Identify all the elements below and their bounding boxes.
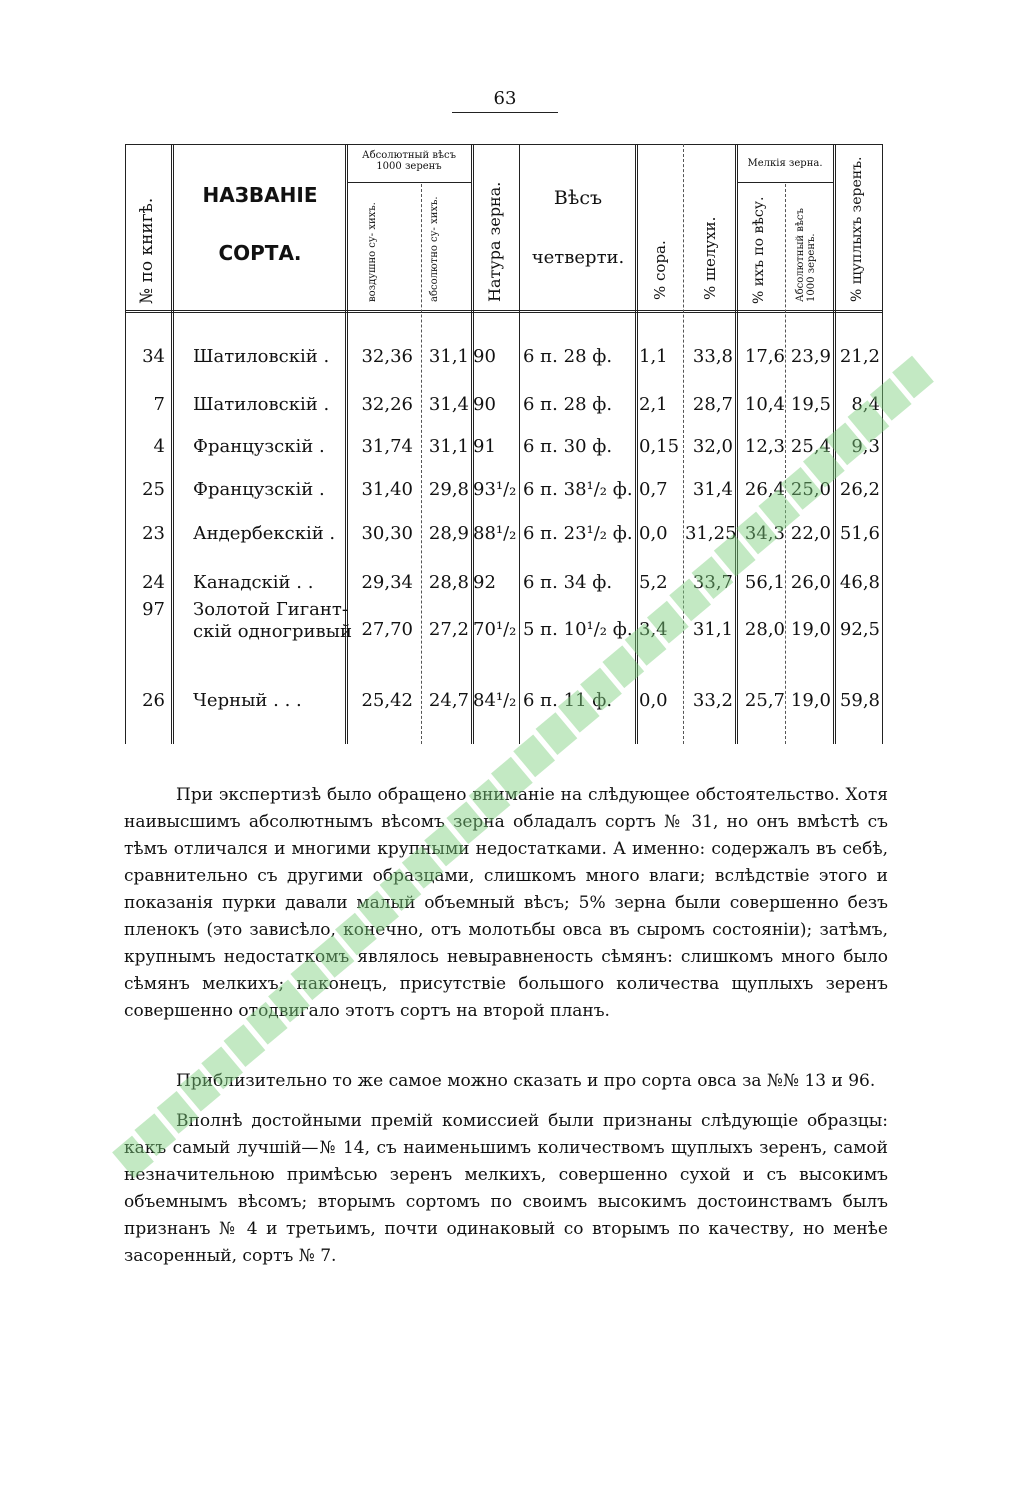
col-line-7 (683, 144, 684, 744)
header-num: № по книгѣ. (137, 197, 157, 304)
cell-abs: 31,1 (428, 436, 469, 457)
cell-small-abs: 26,0 (790, 572, 831, 593)
cell-natura: 91 (473, 436, 496, 457)
cell-small-abs: 25,0 (790, 479, 831, 500)
cell-name: Шатиловскій . (193, 394, 330, 415)
cell-trash: 3,4 (639, 619, 668, 640)
cell-natura: 90 (473, 346, 496, 367)
cell-husk: 31,4 (692, 479, 733, 500)
cell-name: Черный . . . (193, 690, 302, 711)
header-natura: Натура зерна. (485, 181, 504, 302)
cell-weight: 6 п. 30 ф. (523, 436, 613, 457)
col-line-8 (735, 144, 738, 744)
cell-num: 25 (142, 479, 165, 500)
header-abs-weight: Абсолютный вѣсъ 1000 зеренъ (362, 150, 456, 172)
cell-name-line2: скій одногривый (193, 621, 352, 642)
cell-abs: 31,1 (428, 346, 469, 367)
cell-name: Золотой Гигант- (193, 599, 348, 620)
cell-weight: 6 п. 38¹/₂ ф. (523, 479, 633, 500)
cell-num: 97 (142, 599, 165, 620)
cell-air: 25,42 (361, 690, 413, 711)
cell-shrunken: 26,2 (839, 479, 880, 500)
watermark-block (892, 356, 934, 399)
cell-weight: 6 п. 28 ф. (523, 394, 613, 415)
header-name-line2: СОРТА. (218, 241, 302, 265)
cell-natura: 90 (473, 394, 496, 415)
col-line-11 (882, 144, 883, 744)
col-line-9 (785, 184, 786, 744)
cell-shrunken: 9,3 (851, 436, 880, 457)
cell-trash: 5,2 (639, 572, 668, 593)
cell-weight: 6 п. 28 ф. (523, 346, 613, 367)
cell-natura: 70¹/₂ (473, 619, 517, 640)
page-number-rule (452, 112, 558, 113)
cell-small-pct: 12,3 (744, 436, 785, 457)
header-pct-trash: % сора. (651, 240, 669, 300)
cell-shrunken: 8,4 (851, 394, 880, 415)
watermark-block (224, 1024, 266, 1067)
cell-abs: 28,8 (428, 572, 469, 593)
cell-small-abs: 19,5 (790, 394, 831, 415)
header-small-grain: Мелкія зерна. (747, 158, 823, 169)
cell-trash: 0,0 (639, 523, 668, 544)
cell-trash: 0,0 (639, 690, 668, 711)
cell-husk: 31,1 (692, 619, 733, 640)
col-line-2 (345, 144, 348, 744)
cell-air: 32,26 (361, 394, 413, 415)
header-air-dry: воздушно су- хихъ. (367, 202, 378, 302)
data-table (125, 144, 883, 744)
cell-small-abs: 19,0 (790, 690, 831, 711)
cell-air: 27,70 (361, 619, 413, 640)
cell-trash: 0,7 (639, 479, 668, 500)
header-pct-by-weight: % ихъ по вѣсу. (751, 196, 767, 304)
header-abs-dry: абсолютно су- хихъ. (429, 196, 440, 302)
header-pct-husk: % шелухи. (701, 216, 719, 300)
cell-shrunken: 51,6 (839, 523, 880, 544)
cell-natura: 88¹/₂ (473, 523, 517, 544)
header-weight-line2: четверти. (531, 247, 625, 268)
table-header-divider (125, 310, 883, 313)
cell-num: 34 (142, 346, 165, 367)
cell-num: 24 (142, 572, 165, 593)
cell-air: 30,30 (361, 523, 413, 544)
table-top-border (125, 144, 883, 145)
cell-weight: 6 п. 34 ф. (523, 572, 613, 593)
col-line-0 (125, 144, 126, 744)
cell-weight: 6 п. 23¹/₂ ф. (523, 523, 633, 544)
paragraph-3-text: Вполнѣ достойными премій комиссией были признаны слѣдующіе образцы: какъ самый лучшій—№ 14, съ наименьшимъ количествомъ щуплыхъ зеренъ, самой незначительною примѣсью зеренъ мелкихъ, совершенно сухой и съ высокимъ объемнымъ вѣсомъ; вторымъ сортомъ по своимъ высокимъ достоинствамъ былъ признанъ № 4 и третьимъ, почти одинаковый со вторымъ по качеству, но менѣе засоренный, сортъ № 7. (124, 1111, 888, 1266)
cell-air: 32,36 (361, 346, 413, 367)
cell-num: 26 (142, 690, 165, 711)
cell-small-pct: 34,3 (744, 523, 785, 544)
cell-weight: 6 п. 11 ф. (523, 690, 613, 711)
cell-air: 31,40 (361, 479, 413, 500)
abs-weight-header-rule (347, 182, 471, 183)
cell-shrunken: 21,2 (839, 346, 880, 367)
cell-husk: 28,7 (692, 394, 733, 415)
cell-air: 29,34 (361, 572, 413, 593)
cell-small-pct: 10,4 (744, 394, 785, 415)
cell-natura: 84¹/₂ (473, 690, 517, 711)
cell-husk: 31,25 (685, 523, 737, 544)
col-line-5 (519, 144, 520, 744)
cell-husk: 33,7 (692, 572, 733, 593)
cell-trash: 2,1 (639, 394, 668, 415)
cell-trash: 0,15 (639, 436, 680, 457)
cell-husk: 33,8 (692, 346, 733, 367)
cell-small-pct: 56,1 (744, 572, 785, 593)
cell-name: Шатиловскій . (193, 346, 330, 367)
paragraph-1 (124, 782, 888, 1025)
cell-name: Андербекскій . (193, 523, 336, 544)
header-name-line1: НАЗВАНІЕ (202, 183, 318, 207)
cell-name: Французскій . (193, 436, 325, 457)
col-line-6 (635, 144, 638, 744)
cell-abs: 29,8 (428, 479, 469, 500)
cell-name: Французскій . (193, 479, 325, 500)
cell-husk: 32,0 (692, 436, 733, 457)
col-line-3 (421, 184, 422, 744)
cell-name: Канадскій . . (193, 572, 314, 593)
cell-natura: 93¹/₂ (473, 479, 517, 500)
header-weight-line1: Вѣсъ (553, 187, 603, 209)
page-number: 63 (493, 88, 517, 109)
paragraph-1-text: При экспертизѣ было обращено вниманіе на слѣдующее обстоятельство. Хотя наивысшимъ абсолютнымъ вѣсомъ зерна обладалъ сортъ № 31, но онъ вмѣстѣ съ тѣмъ отличался и многими крупными недостатками. А именно: содержалъ въ себѣ, сравнительно съ другими образцами, слишкомъ много влаги; вслѣдствіе этого и показанія пурки давали малый объемный вѣсъ; 5% зерна были совершенно безъ пленокъ (это зависѣло, конечно, отъ молотьбы овса въ сыромъ состояніи); затѣмъ, крупнымъ недостаткомъ являлось невыравненость сѣмянъ: слишкомъ много было сѣмянъ мелкихъ; наконецъ, присутствіе большого количества щуплыхъ зеренъ совершенно отодвигало этотъ сортъ на второй планъ. (124, 785, 888, 1021)
cell-num: 23 (142, 523, 165, 544)
cell-shrunken: 46,8 (839, 572, 880, 593)
cell-small-abs: 23,9 (790, 346, 831, 367)
cell-small-pct: 17,6 (744, 346, 785, 367)
cell-abs: 24,7 (428, 690, 469, 711)
cell-small-abs: 25,4 (790, 436, 831, 457)
cell-small-pct: 28,0 (744, 619, 785, 640)
small-grain-header-rule (737, 182, 833, 183)
paragraph-2-text: Приблизительно то же самое можно сказать и про сорта овса за №№ 13 и 96. (176, 1071, 876, 1091)
cell-small-abs: 19,0 (790, 619, 831, 640)
paragraph-2 (124, 1068, 888, 1095)
cell-abs: 27,2 (428, 619, 469, 640)
cell-shrunken: 92,5 (839, 619, 880, 640)
cell-weight: 5 п. 10¹/₂ ф. (523, 619, 633, 640)
cell-abs: 31,4 (428, 394, 469, 415)
cell-abs: 28,9 (428, 523, 469, 544)
cell-small-pct: 25,7 (744, 690, 785, 711)
cell-num: 7 (153, 394, 165, 415)
cell-natura: 92 (473, 572, 496, 593)
header-pct-shrunken: % щуплыхъ зеренъ. (849, 156, 865, 302)
header-abs-weight-small: Абсолютный вѣсъ 1000 зеренъ. (795, 208, 817, 302)
cell-shrunken: 59,8 (839, 690, 880, 711)
cell-husk: 33,2 (692, 690, 733, 711)
paragraph-3 (124, 1108, 888, 1270)
cell-air: 31,74 (361, 436, 413, 457)
cell-num: 4 (153, 436, 165, 457)
cell-trash: 1,1 (639, 346, 668, 367)
col-line-1 (171, 144, 174, 744)
cell-small-pct: 26,4 (744, 479, 785, 500)
cell-small-abs: 22,0 (790, 523, 831, 544)
